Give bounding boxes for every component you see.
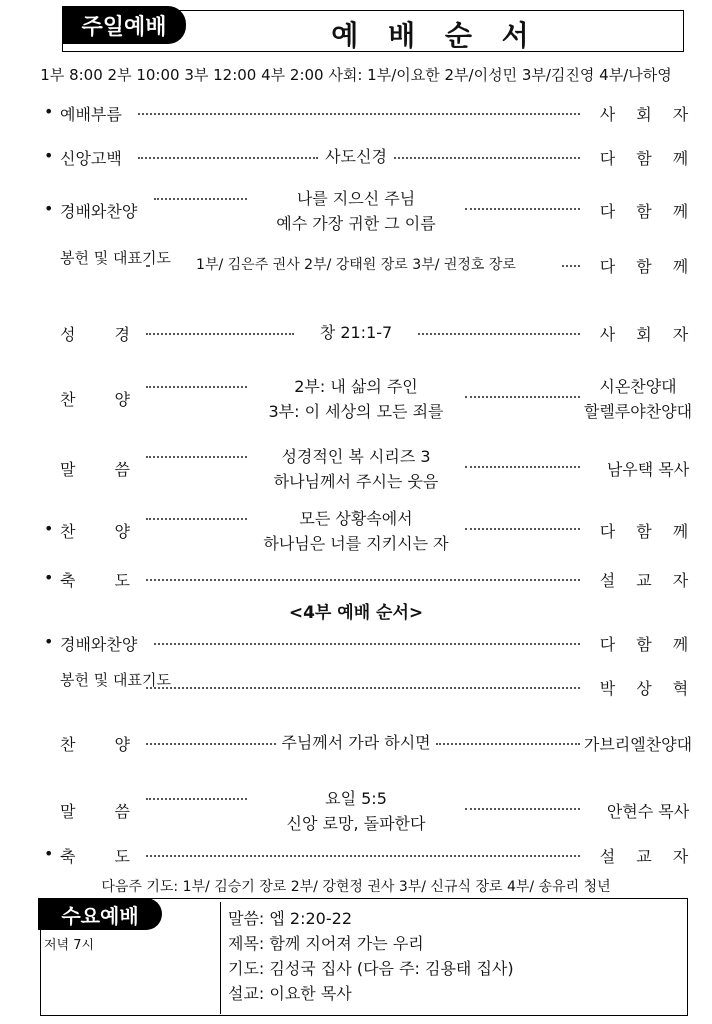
bullet: • (44, 844, 54, 863)
item-name: 말 씀 (60, 460, 130, 479)
wednesday-service-tab: 수요예배 (38, 898, 162, 930)
order-row (0, 374, 712, 424)
order-row (0, 320, 712, 346)
item-leader: 다 함 께 (599, 202, 697, 221)
item-content: 1부/ 김은주 권사 2부/ 강태원 장로 3부/ 권정호 장로 (196, 257, 516, 273)
item-leader: 남우택 목사 (606, 460, 690, 479)
order-row (0, 566, 712, 592)
leader-dots (465, 528, 580, 530)
leader-dots (146, 579, 580, 581)
leader-dots (394, 157, 580, 159)
item-name: 경배와찬양 (60, 202, 138, 221)
service-schedule: 1부 8:00 2부 10:00 3부 12:00 4부 2:00 사회: 1부/이요한 2부/이성민 3부/김진영 4부/나하영 (40, 66, 672, 84)
item-leader: 다 함 께 (599, 635, 697, 654)
bullet: • (44, 199, 54, 218)
bullet: • (44, 632, 54, 651)
item-name: 성 경 (60, 325, 130, 344)
item-leader: 안현수 목사 (606, 802, 690, 821)
item-content: 하나님은 너를 지키시는 자 (263, 534, 449, 553)
leader-dots (146, 518, 247, 520)
leader-dots (138, 157, 318, 159)
item-leader: 박 상 혁 (599, 679, 697, 698)
leader-dots (146, 743, 276, 745)
leader-dots (418, 333, 580, 335)
item-content: 3부: 이 세상의 모든 죄를 (268, 402, 444, 421)
order-row (0, 444, 712, 494)
order-row (0, 730, 712, 756)
leader-dots (146, 855, 580, 857)
leader-dots (146, 333, 294, 335)
wednesday-line: 설교: 이요한 목사 (228, 984, 352, 1003)
order-row (0, 249, 712, 278)
wednesday-line: 기도: 김성국 집사 (다음 주: 김용태 집사) (228, 959, 514, 978)
item-leader: 다 함 께 (599, 522, 697, 541)
item-name: 축 도 (60, 847, 130, 866)
wednesday-line: 제목: 함께 지어져 가는 우리 (228, 934, 424, 953)
next-week-prayer: 다음주 기도: 1부/ 김승기 장로 2부/ 강현정 권사 3부/ 신규식 장로 4부/ 송유리 청년 (101, 879, 611, 895)
wednesday-line: 말씀: 엡 2:20-22 (228, 909, 352, 928)
item-content: 예수 가장 귀한 그 이름 (276, 214, 436, 233)
item-content: 신앙 로망, 돌파한다 (286, 814, 426, 833)
order-row (0, 630, 712, 656)
item-content: 모든 상황속에서 (299, 509, 413, 528)
wednesday-details (228, 906, 514, 1006)
leader-dots (154, 643, 580, 645)
item-leader-line: 시온찬양대 (599, 377, 677, 396)
wednesday-divider (220, 902, 221, 1014)
leader-dots (465, 808, 580, 810)
item-name: 봉헌 및 대표기도 (60, 671, 171, 689)
item-name: 축 도 (60, 571, 130, 590)
item-name: 찬 양 (60, 735, 130, 754)
bullet: • (44, 519, 54, 538)
item-leader: 사 회 자 (599, 105, 697, 124)
item-name: 신앙고백 (60, 149, 122, 168)
order-row (0, 186, 712, 236)
bullet: • (44, 568, 54, 587)
order-row (0, 786, 712, 836)
item-content: 창 21:1-7 (319, 323, 393, 342)
item-leader: 설 교 자 (599, 847, 697, 866)
leader-dots (465, 396, 580, 398)
bullet: • (44, 146, 54, 165)
item-leader: 다 함 께 (599, 257, 697, 276)
order-row (0, 671, 712, 700)
item-content: 하나님께서 주시는 웃음 (273, 472, 439, 491)
order-row (0, 506, 712, 556)
leader-dots (146, 687, 580, 689)
leader-dots (436, 743, 580, 745)
item-content: 사도신경 (325, 147, 387, 166)
leader-dots (465, 466, 580, 468)
leader-dots (562, 265, 580, 267)
item-name: 찬 양 (60, 390, 130, 409)
item-name: 봉헌 및 대표기도 (60, 249, 171, 267)
item-leader: 설 교 자 (599, 571, 697, 590)
leader-dots (138, 113, 580, 115)
item-name: 경배와찬양 (60, 635, 138, 654)
item-name: 예배부름 (60, 105, 122, 124)
item-content: 2부: 내 삶의 주인 (294, 377, 418, 396)
order-row (0, 842, 712, 868)
item-leader (578, 374, 698, 424)
order-row (0, 144, 712, 170)
leader-dots (154, 198, 247, 200)
item-content: 주님께서 가라 하시면 (281, 733, 431, 752)
item-content: 성경적인 복 시리즈 3 (281, 447, 431, 466)
order-row (0, 100, 712, 126)
wednesday-time: 저녁 7시 (44, 938, 95, 953)
item-name: 찬 양 (60, 522, 130, 541)
item-leader: 다 함 께 (599, 149, 697, 168)
sunday-service-tab: 주일예배 (62, 6, 186, 44)
item-name: 말 씀 (60, 802, 130, 821)
item-leader: 사 회 자 (599, 325, 697, 344)
leader-dots (146, 386, 247, 388)
item-leader-line: 할렐루야찬양대 (583, 402, 693, 421)
item-leader: 가브리엘찬양대 (583, 735, 693, 754)
page-title: 예 배 순 서 (331, 19, 539, 52)
leader-dots (146, 456, 247, 458)
leader-dots (146, 265, 150, 267)
fourth-service-title: <4부 예배 순서> (288, 603, 424, 623)
item-content: 나를 지으신 주님 (296, 189, 416, 208)
leader-dots (465, 208, 580, 210)
bullet: • (44, 102, 54, 121)
item-content: 요일 5:5 (325, 789, 387, 808)
leader-dots (146, 798, 247, 800)
